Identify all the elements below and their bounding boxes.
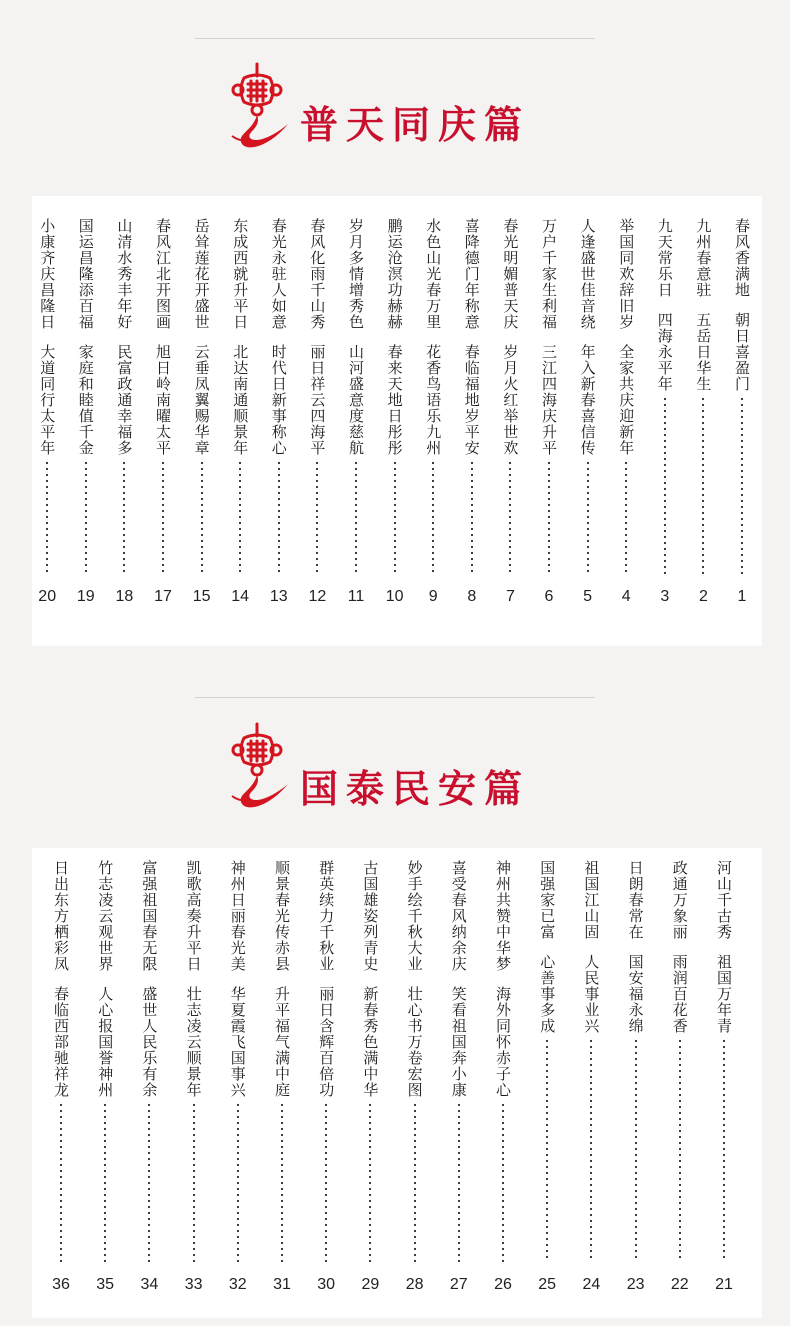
- leader-dots: [104, 1102, 106, 1262]
- couplet-number: 7: [505, 588, 515, 605]
- couplet-upper: 水色山光春万里: [424, 218, 443, 330]
- section-header: [0, 62, 790, 152]
- couplet-upper: 山清水秀丰年好: [115, 218, 134, 330]
- couplet-number: 10: [385, 588, 404, 605]
- couplet-number: 24: [582, 1276, 601, 1293]
- couplet-upper: 小康齐庆昌隆日: [38, 218, 57, 330]
- couplet-number: 17: [154, 588, 172, 605]
- couplet-number: 31: [273, 1276, 291, 1293]
- couplet-number: 35: [96, 1276, 115, 1293]
- couplet-column: [343, 218, 369, 580]
- couplet-lower: 朝日喜盈门: [733, 312, 751, 392]
- couplet-upper: 岁月多情增秀色: [347, 218, 365, 330]
- couplet-lower: 春来天地日彤彤: [385, 344, 404, 456]
- couplet-lower: 五岳日华生: [694, 312, 713, 392]
- section-title: 国泰民安篇: [300, 766, 531, 811]
- couplet-lower: 春临西部驰祥龙: [52, 986, 70, 1098]
- couplet-column: [269, 860, 295, 1268]
- leader-dots: [316, 460, 318, 574]
- divider-line: [195, 38, 595, 39]
- couplet-upper: 九州春意驻: [694, 218, 713, 298]
- couplet-number: 27: [449, 1276, 468, 1293]
- couplet-upper: 鹏运沧溟功赫赫: [385, 218, 404, 330]
- couplet-number: 1: [737, 588, 747, 605]
- couplet-column: [34, 218, 60, 580]
- couplet-column: [73, 218, 99, 580]
- couplet-number: 13: [269, 588, 288, 605]
- couplet-upper: 祖国江山固: [582, 860, 601, 940]
- leader-dots: [546, 1038, 548, 1262]
- couplet-upper: 日朗春常在: [626, 860, 645, 940]
- couplet-column: [667, 860, 693, 1268]
- couplet-lower: 升平福气满中庭: [273, 986, 291, 1098]
- couplet-upper: 群英续力千秋业: [317, 860, 336, 972]
- couplet-number: 5: [583, 588, 593, 605]
- section-header: [0, 722, 790, 812]
- leader-dots: [502, 1102, 504, 1262]
- couplet-column: [420, 218, 446, 580]
- couplet-upper: 国运昌隆添百福: [76, 218, 95, 330]
- couplet-upper: 神州日丽春光美: [228, 860, 247, 972]
- couplet-lower: 笑看祖国奔小康: [449, 986, 468, 1098]
- couplet-lower: 云垂凤翼赐华章: [192, 344, 211, 456]
- couplet-number: 11: [347, 588, 365, 605]
- couplet-column: [711, 860, 737, 1268]
- couplet-column: [48, 860, 74, 1268]
- couplet-lower: 大道同行太平年: [38, 344, 57, 456]
- couplet-column: [446, 860, 472, 1268]
- couplet-upper: 国强家已富: [538, 860, 557, 940]
- couplet-column: [136, 860, 162, 1268]
- couplet-lower: 三江四海庆升平: [540, 344, 558, 456]
- couplet-upper: 万户千家生利福: [540, 218, 558, 330]
- couplet-number: 30: [317, 1276, 336, 1293]
- leader-dots: [201, 460, 203, 574]
- couplet-upper: 顺景春光传赤县: [273, 860, 291, 972]
- couplet-number: 29: [361, 1276, 380, 1293]
- couplet-lower: 全家共庆迎新年: [617, 344, 636, 456]
- leader-dots: [635, 1038, 637, 1262]
- couplet-upper: 竹志凌云观世界: [96, 860, 115, 972]
- couplet-column: [497, 218, 523, 580]
- couplet-number: 19: [76, 588, 95, 605]
- leader-dots: [355, 460, 357, 574]
- couplet-upper: 凯歌高奏升平日: [184, 860, 203, 972]
- couplet-number: 18: [115, 588, 134, 605]
- leader-dots: [369, 1102, 371, 1262]
- leader-dots: [162, 460, 164, 574]
- couplet-upper: 妙手绘千秋大业: [405, 860, 424, 972]
- couplet-column: [150, 218, 176, 580]
- couplet-column: [613, 218, 639, 580]
- leader-dots: [239, 460, 241, 574]
- couplet-column: [111, 218, 137, 580]
- couplet-column: [382, 218, 408, 580]
- couplet-column: [92, 860, 118, 1268]
- couplet-number: 2: [698, 588, 708, 605]
- couplet-lower: 花香鸟语乐九州: [424, 344, 443, 456]
- couplet-number: 9: [428, 588, 438, 605]
- couplet-lower: 丽日祥云四海平: [308, 344, 327, 456]
- leader-dots: [85, 460, 87, 574]
- couplet-upper: 古国雄姿列青史: [361, 860, 380, 972]
- couplet-column: [227, 218, 253, 580]
- leader-dots: [590, 1038, 592, 1262]
- couplet-number: 32: [228, 1276, 247, 1293]
- leader-dots: [432, 460, 434, 574]
- leader-dots: [278, 460, 280, 574]
- couplet-lower: 四海永平年: [655, 312, 674, 392]
- chinese-knot-icon: [222, 722, 292, 812]
- couplet-lower: 山河盛意度慈航: [347, 344, 365, 456]
- section-title: 普天同庆篇: [300, 102, 531, 147]
- couplet-lower: 心善事多成: [538, 954, 557, 1034]
- couplet-column: [534, 860, 560, 1268]
- couplet-column: [652, 218, 678, 580]
- couplet-upper: 人逢盛世佳音绕: [578, 218, 597, 330]
- leader-dots: [414, 1102, 416, 1262]
- couplet-column: [225, 860, 251, 1268]
- couplet-column: [729, 218, 755, 580]
- leader-dots: [281, 1102, 283, 1262]
- leader-dots: [394, 460, 396, 574]
- couplet-lower: 岁月火红举世欢: [501, 344, 520, 456]
- leader-dots: [123, 460, 125, 574]
- leader-dots: [741, 396, 743, 574]
- couplet-lower: 人心报国誉神州: [96, 986, 115, 1098]
- leader-dots: [625, 460, 627, 574]
- couplet-number: 4: [621, 588, 631, 605]
- couplet-lower: 春临福地岁平安: [462, 344, 481, 456]
- leader-dots: [458, 1102, 460, 1262]
- couplet-column: [490, 860, 516, 1268]
- couplet-number: 8: [467, 588, 477, 605]
- couplet-lower: 年入新春喜信传: [578, 344, 597, 456]
- couplet-lower: 丽日含辉百倍功: [317, 986, 336, 1098]
- couplet-column: [313, 860, 339, 1268]
- couplet-number: 12: [308, 588, 327, 605]
- leader-dots: [548, 460, 550, 574]
- couplet-lower: 盛世人民乐有余: [140, 986, 159, 1098]
- leader-dots: [679, 1038, 681, 1262]
- couplet-lower: 国安福永绵: [626, 954, 645, 1034]
- leader-dots: [325, 1102, 327, 1262]
- couplet-upper: 春风香满地: [733, 218, 751, 298]
- couplet-column: [402, 860, 428, 1268]
- couplet-upper: 喜降德门年称意: [462, 218, 481, 330]
- leader-dots: [60, 1102, 62, 1262]
- couplet-lower: 北达南通顺景年: [231, 344, 250, 456]
- couplet-lower: 壮志凌云顺景年: [184, 986, 203, 1098]
- couplet-upper: 春光永驻人如意: [269, 218, 288, 330]
- couplet-number: 25: [538, 1276, 557, 1293]
- couplet-list: [32, 848, 762, 1318]
- couplet-lower: 旭日岭南曜太平: [154, 344, 172, 456]
- couplet-lower: 人民事业兴: [582, 954, 601, 1034]
- leader-dots: [237, 1102, 239, 1262]
- couplet-upper: 东成西就升平日: [231, 218, 250, 330]
- couplet-number: 20: [38, 588, 57, 605]
- couplet-column: [181, 860, 207, 1268]
- couplet-number: 33: [184, 1276, 203, 1293]
- couplet-upper: 岳耸莲花开盛世: [192, 218, 211, 330]
- couplet-lower: 家庭和睦值千金: [76, 344, 95, 456]
- leader-dots: [587, 460, 589, 574]
- couplet-column: [266, 218, 292, 580]
- couplet-column: [578, 860, 604, 1268]
- couplet-upper: 喜受春风纳余庆: [449, 860, 468, 972]
- divider-line: [195, 697, 595, 698]
- chinese-knot-icon: [222, 62, 292, 152]
- couplet-upper: 春风化雨千山秀: [308, 218, 327, 330]
- couplet-lower: 民富政通幸福多: [115, 344, 134, 456]
- couplet-lower: 海外同怀赤子心: [494, 986, 512, 1098]
- couplet-number: 36: [52, 1276, 70, 1293]
- leader-dots: [702, 396, 704, 574]
- leader-dots: [509, 460, 511, 574]
- leader-dots: [148, 1102, 150, 1262]
- couplet-column: [690, 218, 716, 580]
- couplet-lower: 华夏霞飞国事兴: [228, 986, 247, 1098]
- couplet-upper: 政通万象丽: [670, 860, 689, 940]
- leader-dots: [193, 1102, 195, 1262]
- couplet-number: 28: [405, 1276, 424, 1293]
- couplet-column: [304, 218, 330, 580]
- couplet-lower: 雨润百花香: [670, 954, 689, 1034]
- couplet-column: [536, 218, 562, 580]
- couplet-column: [575, 218, 601, 580]
- couplet-lower: 新春秀色满中华: [361, 986, 380, 1098]
- couplet-number: 14: [231, 588, 250, 605]
- couplet-lower: 时代日新事称心: [269, 344, 288, 456]
- couplet-number: 26: [494, 1276, 512, 1293]
- couplet-upper: 九天常乐日: [655, 218, 674, 298]
- couplet-upper: 富强祖国春无限: [140, 860, 159, 972]
- couplet-number: 3: [660, 588, 670, 605]
- couplet-number: 6: [544, 588, 554, 605]
- couplet-upper: 河山千古秀: [715, 860, 733, 940]
- leader-dots: [471, 460, 473, 574]
- couplet-lower: 壮心书万卷宏图: [405, 986, 424, 1098]
- couplet-number: 22: [670, 1276, 689, 1293]
- couplet-column: [357, 860, 383, 1268]
- leader-dots: [46, 460, 48, 574]
- couplet-number: 34: [140, 1276, 159, 1293]
- couplet-number: 15: [192, 588, 211, 605]
- couplet-upper: 神州共赞中华梦: [494, 860, 512, 972]
- couplet-number: 21: [715, 1276, 733, 1293]
- couplet-upper: 春风江北开图画: [154, 218, 172, 330]
- leader-dots: [664, 396, 666, 574]
- couplet-upper: 日出东方栖彩凤: [52, 860, 70, 972]
- couplet-number: 23: [626, 1276, 645, 1293]
- couplet-upper: 举国同欢辞旧岁: [617, 218, 636, 330]
- couplet-column: [623, 860, 649, 1268]
- couplet-upper: 春光明媚普天庆: [501, 218, 520, 330]
- couplet-column: [459, 218, 485, 580]
- couplet-lower: 祖国万年青: [715, 954, 733, 1034]
- leader-dots: [723, 1038, 725, 1262]
- couplet-list: [32, 196, 762, 646]
- couplet-column: [189, 218, 215, 580]
